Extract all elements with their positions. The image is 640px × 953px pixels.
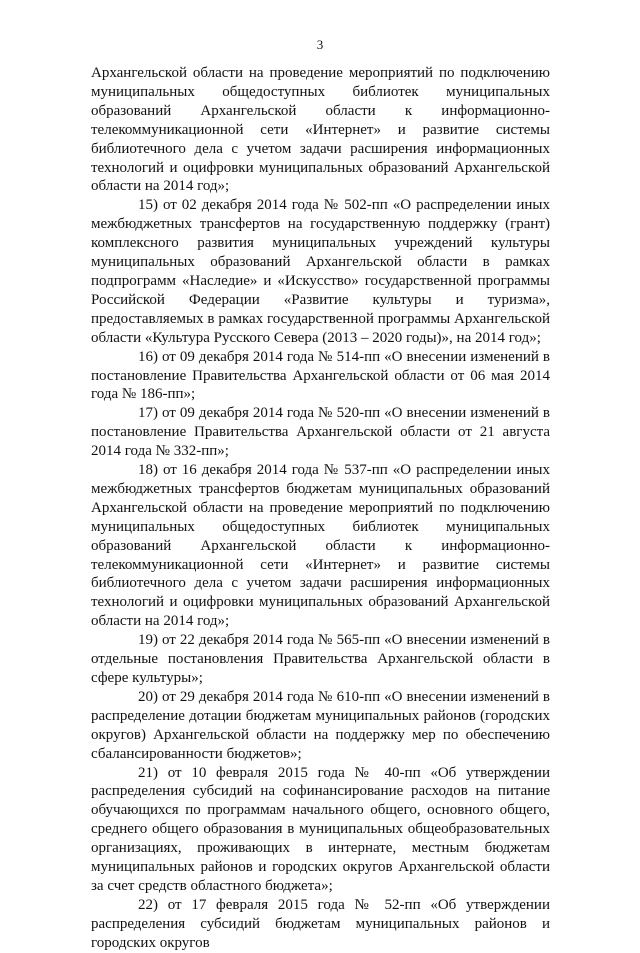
list-item-15: 15) от 02 декабря 2014 года № 502-пп «О распределении иных межбюджетных трансфертов на государственную поддержку (грант) комплексного развития муниципальных учреждений культуры муниципальных образований Архангельской области в рамках подпрограмм «Наследие» и «Искусство» государственной программы Российской Федерации «Развитие культуры и туризма», предоставляемых в рамках государственной программы Архангельской области «Культура Русского Севера (2013 – 2020 годы)», на 2014 год»; bbox=[91, 197, 550, 346]
list-item-16: 16) от 09 декабря 2014 года № 514-пп «О внесении изменений в постановление Правительства Архангельской области от 06 мая 2014 года № 186-пп»; bbox=[91, 348, 550, 403]
list-item-18: 18) от 16 декабря 2014 года № 537-пп «О распределении иных межбюджетных трансфертов бюджетам муниципальных образований Архангельской области на проведение мероприятий по подключению муниципальных общедоступных библиотек муниципальных образований Архангельской области к информационно-телекоммуникационной сети «Интернет» и развитие системы библиотечного дела с учетом задачи расширения информационных технологий и оцифровки муниципальных образований Архангельской области на 2014 год»; bbox=[91, 462, 550, 630]
document-body bbox=[91, 64, 550, 953]
list-item-22: 22) от 17 февраля 2015 года № 52-пп «Об утверждении распределения субсидий бюджетам муниципальных районов и городских округов bbox=[91, 896, 550, 951]
list-item-17: 17) от 09 декабря 2014 года № 520-пп «О внесении изменений в постановление Правительства Архангельской области от 21 августа 2014 года № 332-пп»; bbox=[91, 405, 550, 460]
page-number: 3 bbox=[316, 37, 324, 52]
list-item-20: 20) от 29 декабря 2014 года № 610-пп «О внесении изменений в распределение дотации бюджетам муниципальных районов (городских округов) Архангельской области на поддержку мер по обеспечению сбалансированности бюджетов»; bbox=[91, 688, 550, 762]
paragraph-continuation: Архангельской области на проведение мероприятий по подключению муниципальных общедоступных библиотек муниципальных образований Архангельской области к информационно-телекоммуникационной сети «Интернет» и развитие системы библиотечного дела с учетом задачи расширения информационных технологий и оцифровки муниципальных образований Архангельской области на 2014 год»; bbox=[91, 65, 550, 195]
list-item-19: 19) от 22 декабря 2014 года № 565-пп «О внесении изменений в отдельные постановления Правительства Архангельской области в сфере культуры»; bbox=[91, 632, 550, 686]
list-item-21: 21) от 10 февраля 2015 года № 40-пп «Об утверждении распределения субсидий на софинансирование расходов на питание обучающихся по программам начального общего, основного общего, среднего общего образования в муниципальных общеобразовательных организациях, проживающих в интернате, местным бюджетам муниципальных районов и городских округов Архангельской области за счет средств областного бюджета»; bbox=[91, 764, 550, 894]
